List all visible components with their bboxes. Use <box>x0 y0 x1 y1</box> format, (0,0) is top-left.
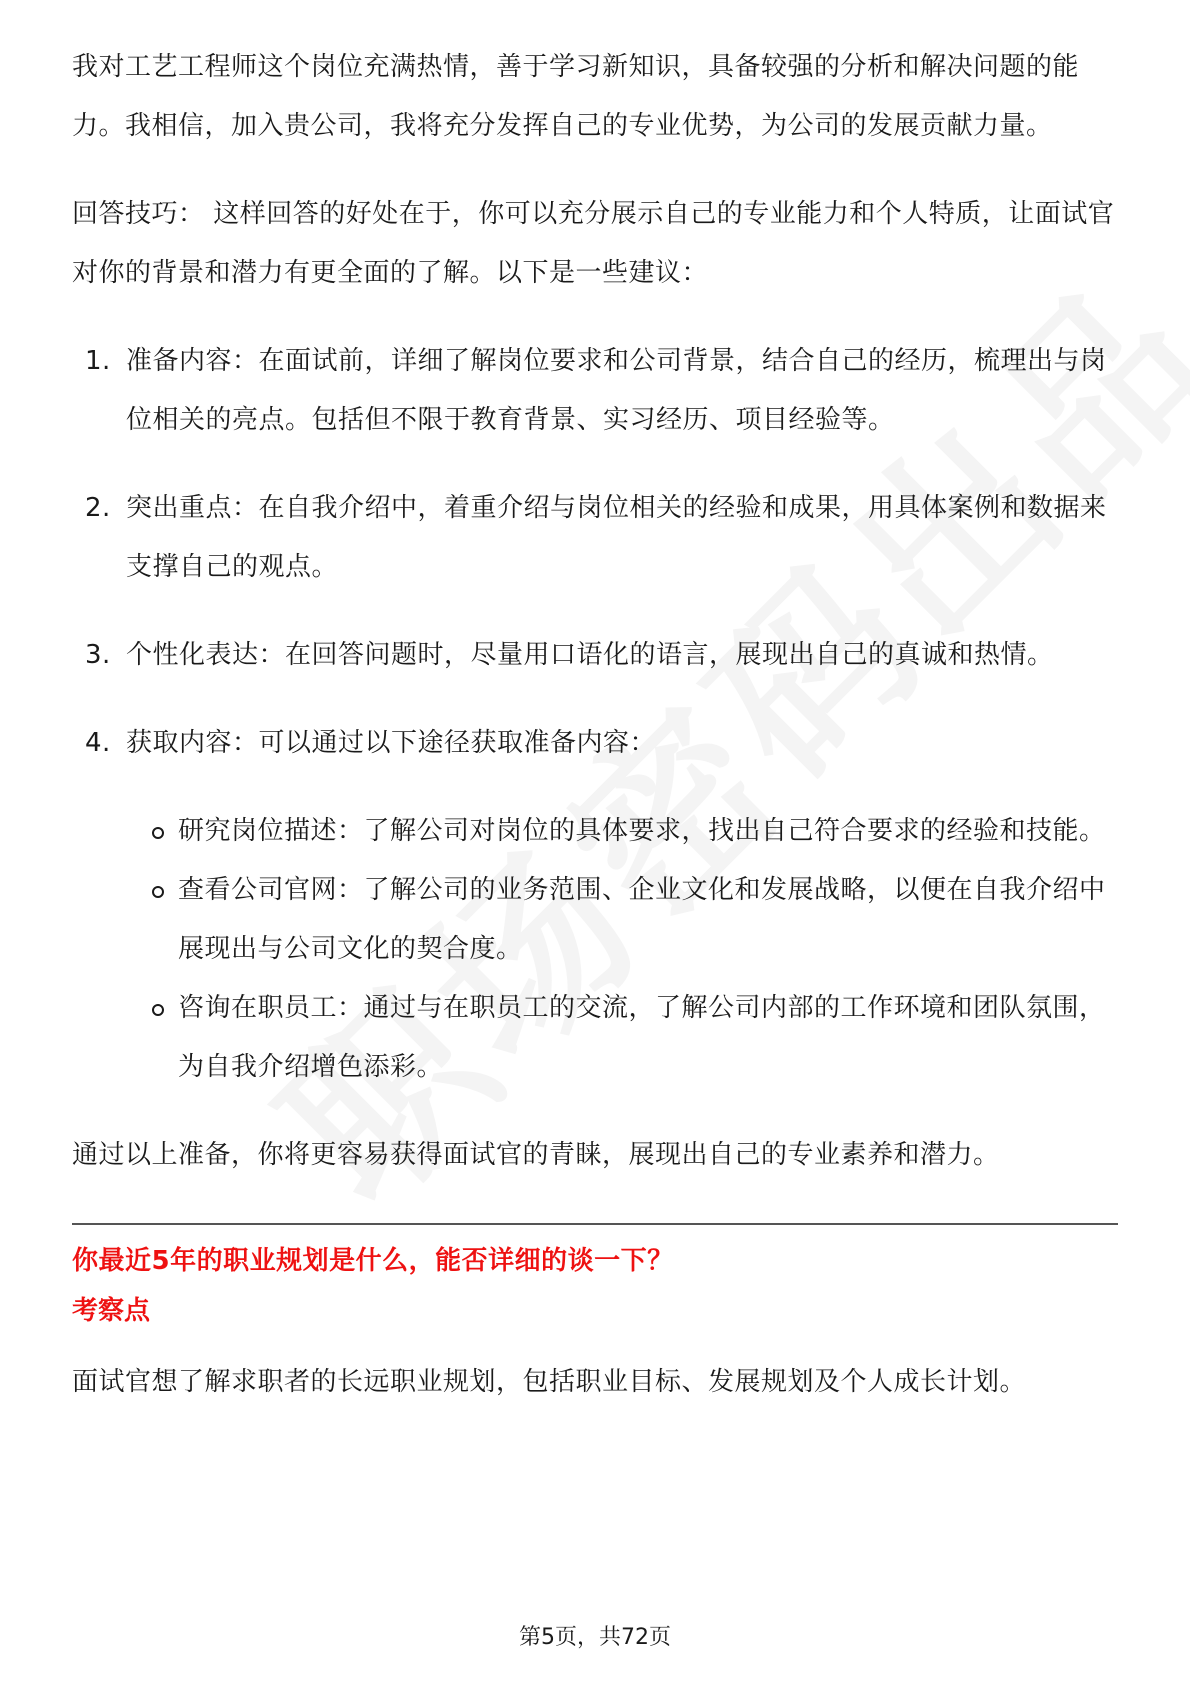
bullet-text: 查看公司官网：了解公司的业务范围、企业文化和发展战略，以便在自我介绍中展现出与公司文化的契合度。 <box>178 875 1106 964</box>
list-number: 2. <box>85 493 111 523</box>
intro-paragraph: 我对工艺工程师这个岗位充满热情，善于学习新知识，具备较强的分析和解决问题的能力。我相信，加入贵公司，我将充分发挥自己的专业优势，为公司的发展贡献力量。 <box>72 52 1080 141</box>
list-item-text: 准备内容：在面试前，详细了解岗位要求和公司背景，结合自己的经历，梳理出与岗位相关的亮点。包括但不限于教育背景、实习经历、项目经验等。 <box>126 346 1107 435</box>
bullet-text: 咨询在职员工：通过与在职员工的交流，了解公司内部的工作环境和团队氛围，为自我介绍增色添彩。 <box>178 993 1106 1082</box>
list-item <box>72 626 1118 685</box>
list-number: 1. <box>85 346 111 376</box>
list-item <box>72 479 1118 597</box>
sub-bullet-list <box>72 802 1118 1097</box>
page-number-footer: 第5页，共72页 <box>519 1625 671 1650</box>
question-heading: 你最近5年的职业规划是什么，能否详细的谈一下？ <box>72 1246 674 1276</box>
list-item-text: 突出重点：在自我介绍中，着重介绍与岗位相关的经验和成果，用具体案例和数据来支撑自己的观点。 <box>126 493 1107 582</box>
hollow-circle-bullet-icon <box>152 827 164 839</box>
section-subheading: 考察点 <box>72 1296 151 1326</box>
list-number: 4. <box>85 728 111 758</box>
document-page <box>72 38 1118 1412</box>
list-item <box>72 332 1118 450</box>
list-number: 3. <box>85 640 111 670</box>
closing-paragraph: 通过以上准备，你将更容易获得面试官的青睐，展现出自己的专业素养和潜力。 <box>72 1140 1000 1170</box>
hollow-circle-bullet-icon <box>152 1004 164 1016</box>
hollow-circle-bullet-icon <box>152 886 164 898</box>
list-item-text: 个性化表达：在回答问题时，尽量用口语化的语言，展现出自己的真诚和热情。 <box>126 640 1054 670</box>
focus-paragraph: 面试官想了解求职者的长远职业规划，包括职业目标、发展规划及个人成长计划。 <box>72 1367 1027 1397</box>
numbered-list <box>72 332 1118 773</box>
bullet-text: 研究岗位描述：了解公司对岗位的具体要求，找出自己符合要求的经验和技能。 <box>178 816 1106 846</box>
list-item-text: 获取内容：可以通过以下途径获取准备内容： <box>126 728 657 758</box>
list-item <box>72 714 1118 773</box>
section-divider <box>72 1223 1118 1225</box>
bullet-item <box>72 802 1118 861</box>
bullet-item <box>72 861 1118 979</box>
bullet-item <box>72 979 1118 1097</box>
tips-paragraph: 回答技巧： 这样回答的好处在于，你可以充分展示自己的专业能力和个人特质，让面试官对你的背景和潜力有更全面的了解。以下是一些建议： <box>72 199 1115 288</box>
